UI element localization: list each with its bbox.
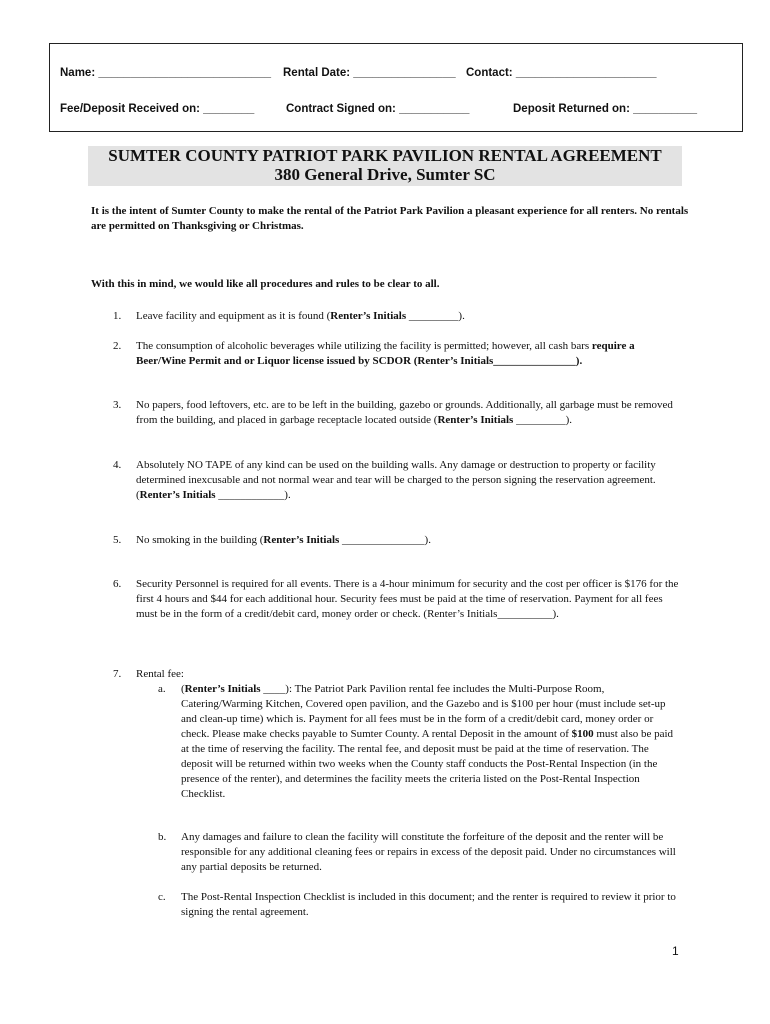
title-line-1: SUMTER COUNTY PATRIOT PARK PAVILION RENTAL AGREEMENT xyxy=(108,146,662,165)
rule-item: No papers, food leftovers, etc. are to be left in the building, gazebo or grounds. Additionally, all garbage must be removed from the building, and placed in garbage receptacle located outside (Renter’s Initials _________). xyxy=(136,399,673,426)
contract-signed-field[interactable]: Contract Signed on: ___________ xyxy=(286,103,470,115)
rule-number: 2. xyxy=(113,340,122,352)
contact-field[interactable]: Contact: ______________________ xyxy=(466,67,657,79)
rule-item: No smoking in the building (Renter’s Initials _______________). xyxy=(136,534,431,546)
deposit-returned-field[interactable]: Deposit Returned on: __________ xyxy=(513,103,698,115)
rule-item: Absolutely NO TAPE of any kind can be used on the building walls. Any damage or destruction to property or facility determined inexcusable and not normal wear and tear will be charged to the person signing the reservation agreement. (Renter’s Initials ____________). xyxy=(136,459,656,501)
subitem-letter: b. xyxy=(158,831,167,843)
rule-number: 1. xyxy=(113,310,122,322)
subitem-text: The Post-Rental Inspection Checklist is included in this document; and the renter is required to review it prior to signing the rental agreement. xyxy=(181,891,676,918)
intro-paragraph: It is the intent of Sumter County to make the rental of the Patriot Park Pavilion a pleasant experience for all renters. No rentals are permitted on Thanksgiving or Christmas. xyxy=(91,205,689,232)
rule-number: 3. xyxy=(113,399,122,411)
subitem-letter: c. xyxy=(158,891,166,903)
rule-item: Rental fee: xyxy=(136,668,184,680)
subitem-letter: a. xyxy=(158,683,166,695)
subitem-text: Any damages and failure to clean the facility will constitute the forfeiture of the deposit and the renter will be responsible for any additional cleaning fees or repairs in excess of the deposit paid. Under no circumstances will any partial deposits be returned. xyxy=(181,831,676,873)
rule-number: 5. xyxy=(113,534,122,546)
rule-number: 6. xyxy=(113,578,122,590)
subitem-text: (Renter’s Initials ____): The Patriot Park Pavilion rental fee includes the Multi-Purpose Room, Catering/Warming Kitchen, Covered open pavilion, and the Gazebo and is $100 per hour (must include set-up and clean-up time) which is. Payment for all fees must be in the form of a credit/debit card, money order or check. Please make checks payable to Sumter County. A rental Deposit in the amount of $100 must also be paid at the time of reserving the facility. The rental fee, and deposit must be paid at the time of reservation. The deposit will be returned within two weeks when the County staff conducts the Post-Rental Inspection (in the presence of the renter), and determines the facility meets the criteria listed on the Post-Rental Inspection Checklist. xyxy=(181,683,674,800)
fee-received-field[interactable]: Fee/Deposit Received on: ________ xyxy=(60,103,255,115)
procedures-intro: With this in mind, we would like all procedures and rules to be clear to all. xyxy=(91,278,440,290)
rule-item: Leave facility and equipment as it is found (Renter’s Initials _________). xyxy=(136,310,465,322)
title-line-2: 380 General Drive, Sumter SC xyxy=(274,165,496,184)
rule-number: 7. xyxy=(113,668,122,680)
rule-number: 4. xyxy=(113,459,122,471)
name-field[interactable]: Name: ___________________________ xyxy=(60,67,272,79)
rule-item: The consumption of alcoholic beverages while utilizing the facility is permitted; however, all cash bars require a Beer/Wine Permit and or Liquor license issued by SCDOR (Renter’s Initials_______________). xyxy=(136,340,635,367)
rule-item: Security Personnel is required for all events. There is a 4-hour minimum for security and the cost per officer is $176 for the first 4 hours and $44 for each additional hour. Security fees must be paid at the time of reservation. Payment for all fees must be in the form of a credit/debit card, money order or check. (Renter’s Initials__________). xyxy=(136,578,679,620)
header-info-box xyxy=(49,43,743,132)
page-number: 1 xyxy=(672,944,679,958)
rental-date-field[interactable]: Rental Date: ________________ xyxy=(283,67,456,79)
document-title xyxy=(88,146,682,186)
